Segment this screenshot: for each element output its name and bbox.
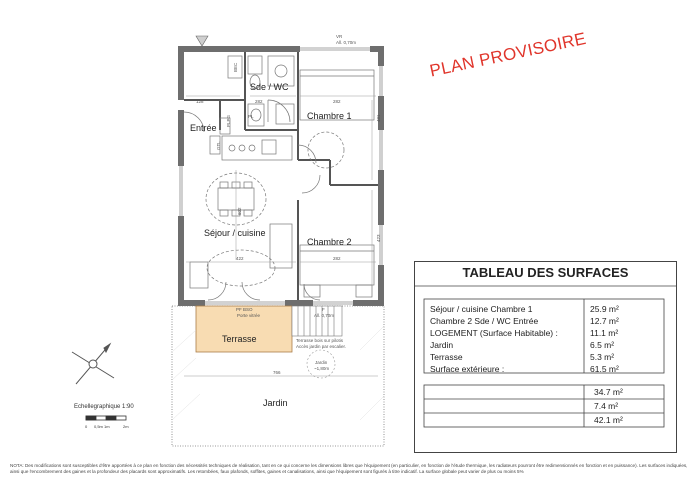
dim-602: 602 — [237, 207, 242, 215]
scale-tick-0: 0 — [85, 424, 88, 429]
room-chambre1: Chambre 1 — [307, 111, 352, 121]
dim-282-a: 282 — [255, 99, 263, 104]
table-row-label: Chambre 2 Sde / WC Entrée — [430, 316, 539, 326]
door-pf-label: PF BSO — [236, 307, 253, 312]
entrance-marker — [196, 36, 208, 46]
window-f-sub: All. 0,70m — [314, 313, 335, 318]
dim-766: 766 — [273, 370, 281, 375]
bec-label: BEC — [233, 62, 238, 72]
surface-table-title: TABLEAU DES SURFACES — [462, 265, 629, 280]
table-row-value: 11.1 m² — [590, 328, 619, 338]
vr-label: VR — [336, 34, 343, 39]
tree-label: Jardin — [315, 360, 328, 365]
dim-423: 423 — [376, 234, 381, 242]
stairs — [292, 306, 342, 336]
compass-icon — [72, 344, 114, 384]
table-row-label: Surface extérieure : — [430, 364, 505, 374]
table-row-value: 61.5 m² — [590, 364, 619, 374]
room-sde-wc: Sde / WC — [250, 82, 289, 92]
table-total-value: 7.4 m² — [594, 401, 619, 411]
scale-tick-1: 0,5m — [94, 424, 103, 429]
table-row-value: 25.9 m² — [590, 304, 619, 314]
dim-422: 422 — [236, 256, 244, 261]
room-chambre2: Chambre 2 — [307, 237, 352, 247]
room-jardin: Jardin — [263, 398, 288, 408]
scale-label: Echellegraphique 1:90 — [74, 404, 134, 410]
scale-tick-2: 1m — [104, 424, 110, 429]
vr-height: All. 0,70m — [336, 40, 357, 45]
table-row-value: 12.7 m² — [590, 316, 619, 326]
table-row-label: Séjour / cuisine Chambre 1 — [430, 304, 533, 314]
dim-128: 128 — [196, 99, 204, 104]
room-sejour: Séjour / cuisine — [204, 228, 266, 238]
window-f-label: F — [322, 307, 325, 312]
gtl-label: GTL — [216, 141, 221, 150]
dim-282-b: 282 — [333, 99, 341, 104]
room-terrasse: Terrasse — [222, 334, 257, 344]
scale-bar — [86, 416, 126, 420]
room-entree: Entrée — [190, 123, 217, 133]
table-row-label: Terrasse — [430, 352, 463, 362]
pl-label: PL — [248, 114, 254, 119]
disclaimer-note: NOTA: Des modifications sont susceptibles d'être apportées à ce plan en fonction des nécessités techniques de réalisation, tant en ce qui concerne les dimensions libres que l'équipement (en particulier, en fonction de l'étude thermique, les radiateurs pourront être redimensionnés en fonction et en puissance). Les surfaces indiquées, ainsi que l'encombrement des gaines et la profondeur des placards sont approximatifs. Les retombées, faux plafonds, soffites, gaines et canalisations, ainsi que l'équipement sont figurés à titre indicatif. La surface globale peut varier de plus ou moins 5% — [10, 463, 688, 474]
plpg-label: PLPG — [226, 114, 231, 127]
scale-tick-3: 2m — [123, 424, 129, 429]
dim-282-c: 282 — [333, 256, 341, 261]
table-row-value: 5.3 m² — [590, 352, 615, 362]
table-row-value: 6.5 m² — [590, 340, 615, 350]
door-pf-sub: Porte vitrée — [237, 313, 261, 318]
provisional-stamp: PLAN PROVISOIRE — [428, 28, 588, 81]
table-total-value: 42.1 m² — [594, 415, 623, 425]
tree-sub: ~1,80m — [314, 366, 330, 371]
dim-481: 481 — [376, 114, 381, 122]
terrace-note-2: Accès jardin par escalier. — [296, 344, 347, 349]
table-total-value: 34.7 m² — [594, 387, 623, 397]
table-row-label: LOGEMENT (Surface Habitable) : — [430, 328, 558, 338]
terrace-note-1: Terrasse bois sur pilotis — [296, 338, 344, 343]
table-row-label: Jardin — [430, 340, 454, 350]
